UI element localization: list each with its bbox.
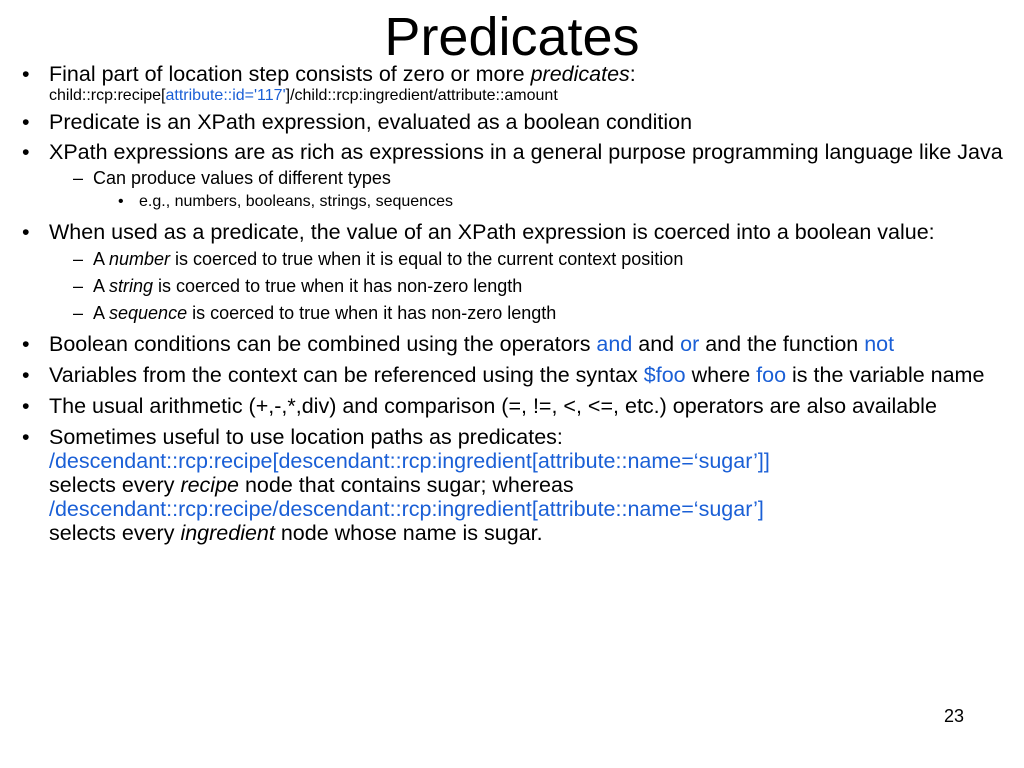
text-rest: is coerced to true when it is equal to the current context position — [170, 249, 684, 269]
bullet-text: where — [685, 363, 757, 387]
emphasis-ingredient: ingredient — [180, 521, 275, 545]
emphasis-predicates: predicates — [530, 62, 630, 86]
bullet-xpath-expressions: • XPath expressions are as rich as expressions in a general purpose programming language like Java — [22, 140, 1012, 164]
text-a: A — [93, 303, 110, 323]
subbullet-sequence — [22, 302, 1012, 324]
text-a: A — [93, 276, 110, 296]
text-rest: is coerced to true when it has non-zero length — [187, 303, 557, 323]
bullet-boolean-operators — [22, 332, 1012, 356]
bullet-text: is the variable name — [786, 363, 985, 387]
subbullet-value-types: – Can produce values of different types — [22, 167, 1012, 189]
bullet-predicates-definition — [22, 62, 1012, 105]
bullet-text: Final part of location step consists of zero or more — [49, 62, 531, 86]
subbullet-string — [22, 275, 1012, 297]
bullet-text: and the function — [699, 332, 865, 356]
emphasis-string: string — [109, 276, 154, 296]
example-path-2: /descendant::rcp:recipe/descendant::rcp:ingredient[attribute::name=‘sugar’] — [49, 497, 764, 521]
slide-title: Predicates — [384, 7, 640, 67]
bullet-variables — [22, 363, 1012, 387]
example-path-1: /descendant::rcp:recipe[descendant::rcp:ingredient[attribute::name=‘sugar’]] — [49, 449, 770, 473]
explanation-1 — [49, 473, 1012, 497]
operator-or: or — [680, 332, 700, 356]
text: selects every — [49, 521, 181, 545]
page-number: 23 — [943, 706, 964, 726]
variable-syntax: $foo — [643, 363, 686, 387]
explanation-2 — [49, 521, 1012, 545]
path-prefix: child::rcp:recipe[ — [49, 87, 166, 104]
bullet-arithmetic-operators: • The usual arithmetic (+,-,*,div) and comparison (=, !=, <, <=, etc.) operators are also available — [22, 394, 1012, 418]
bullet-coercion: • When used as a predicate, the value of an XPath expression is coerced into a boolean value: — [22, 220, 1012, 244]
example-location-path — [49, 86, 1012, 105]
variable-name: foo — [756, 363, 787, 387]
text-rest: is coerced to true when it has non-zero length — [153, 276, 523, 296]
emphasis-sequence: sequence — [109, 303, 188, 323]
subsubbullet-examples: • e.g., numbers, booleans, strings, sequences — [22, 192, 1012, 212]
colon: : — [629, 62, 636, 86]
bullet-text: Variables from the context can be referenced using the syntax — [49, 363, 644, 387]
bullet-predicate-is-expression: • Predicate is an XPath expression, evaluated as a boolean condition — [22, 110, 1012, 134]
subbullet-number — [22, 248, 1012, 270]
function-not: not — [864, 332, 895, 356]
text: node whose name is sugar. — [274, 521, 543, 545]
bullet-location-paths-as-predicates — [22, 425, 1012, 545]
bullet-text: Boolean conditions can be combined using the operators — [49, 332, 597, 356]
text: node that contains sugar; whereas — [239, 473, 574, 497]
path-predicate: attribute::id='117' — [165, 87, 286, 104]
path-suffix: ]/child::rcp:ingredient/attribute::amount — [285, 87, 558, 104]
operator-and: and — [596, 332, 633, 356]
bullet-text: and — [632, 332, 681, 356]
text-a: A — [93, 249, 110, 269]
emphasis-number: number — [109, 249, 171, 269]
bullet-text: • Sometimes useful to use location paths as predicates: — [49, 425, 563, 449]
emphasis-recipe: recipe — [180, 473, 239, 497]
slide-body — [22, 62, 1012, 545]
text: selects every — [49, 473, 181, 497]
